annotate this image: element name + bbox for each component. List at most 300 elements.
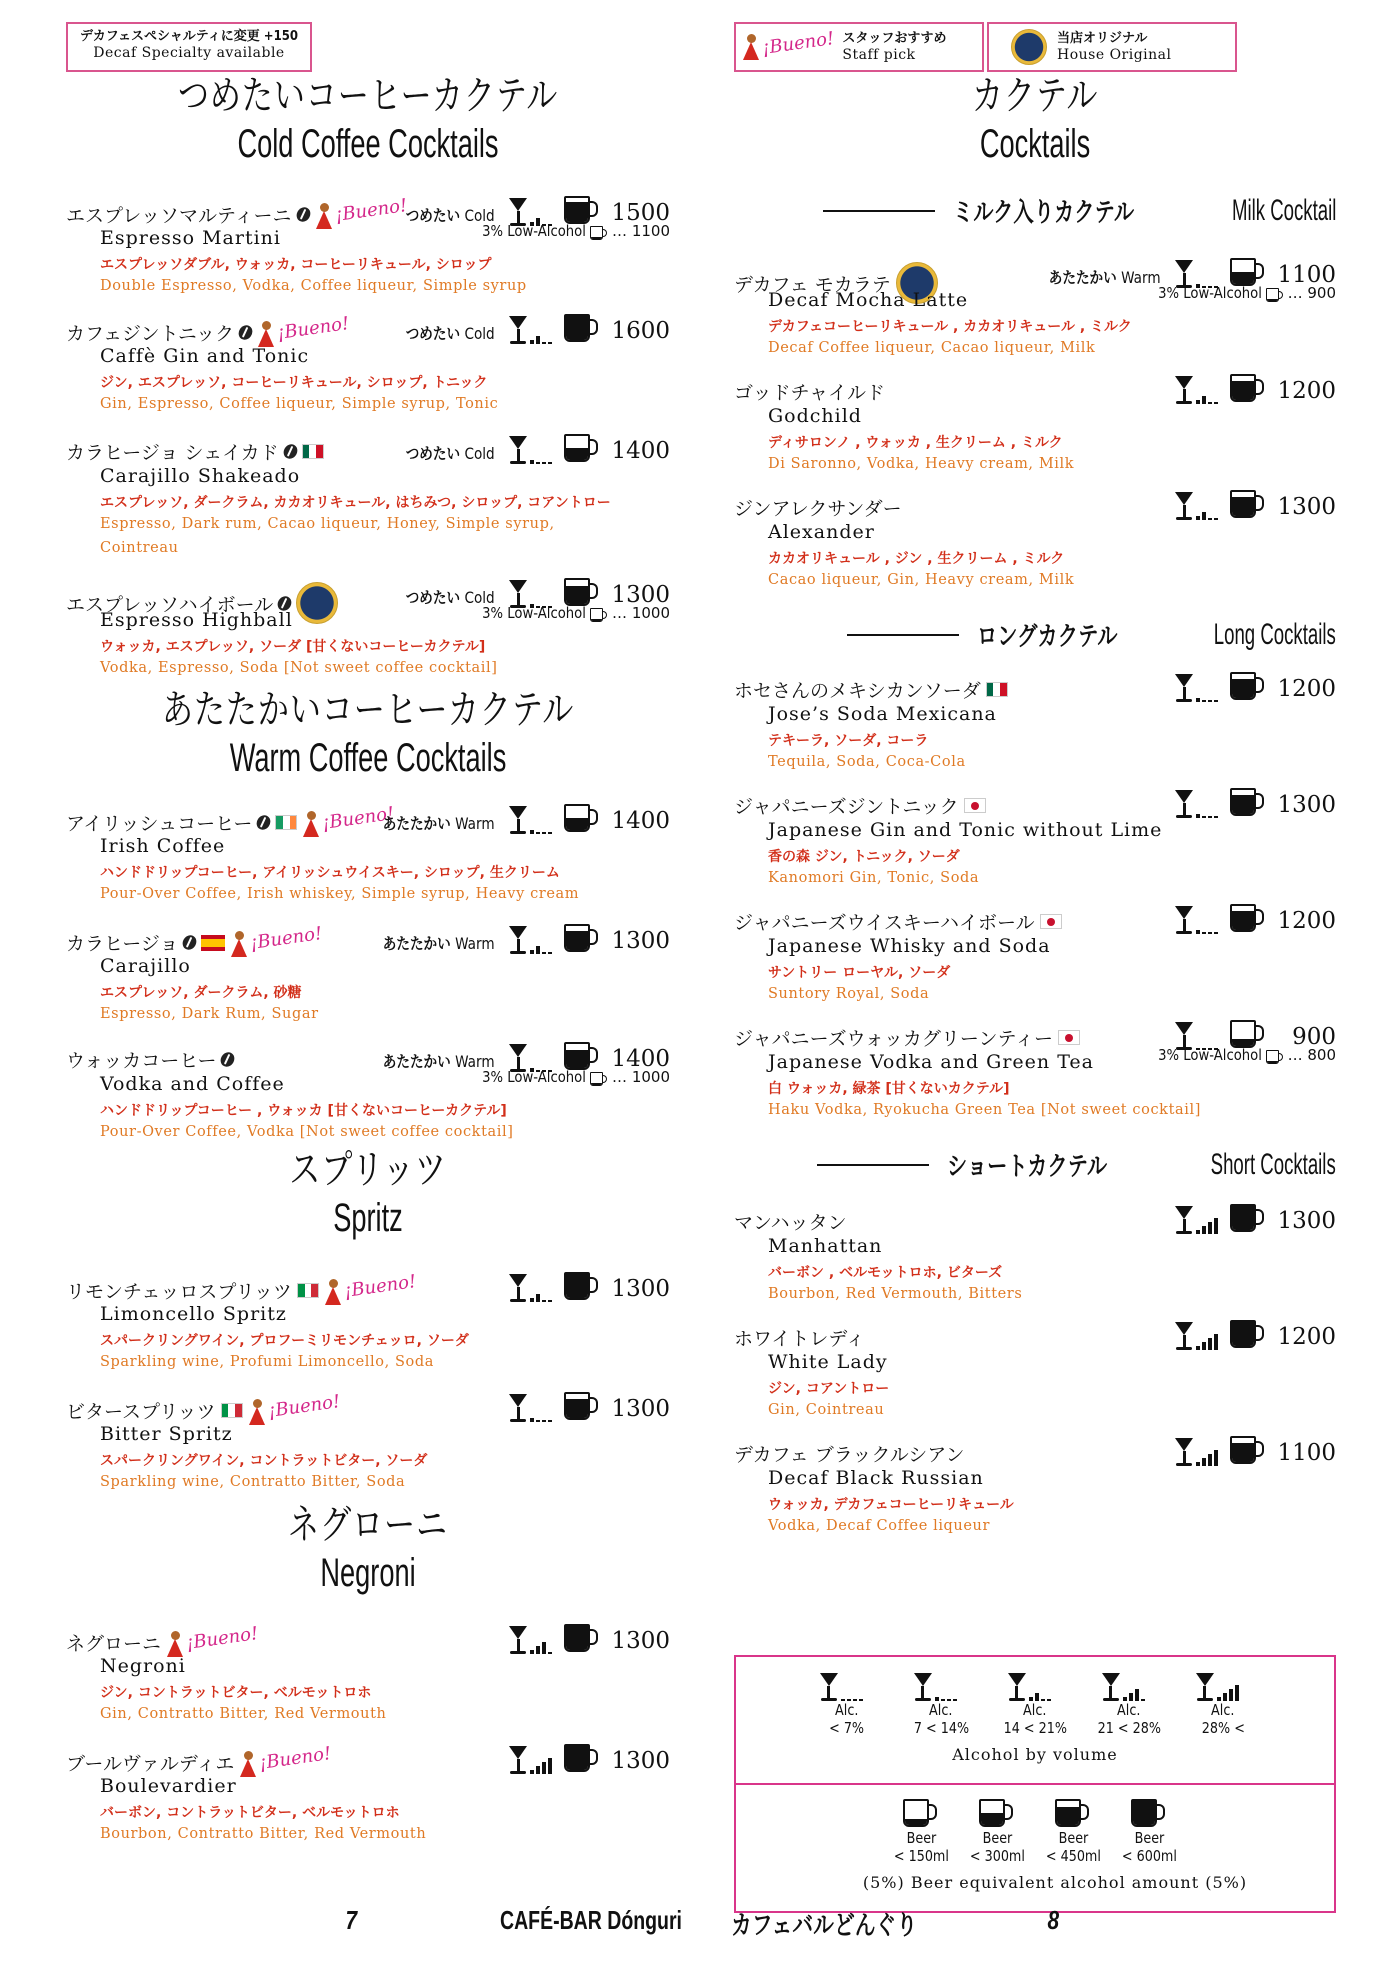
low-alcohol-option [468, 1068, 670, 1086]
abv-bar-empty [542, 1300, 546, 1302]
item-price: 1200 [1277, 908, 1336, 934]
abv-bar [1208, 1338, 1212, 1350]
divider [823, 210, 935, 212]
low-alcohol-price: … 1100 [612, 222, 670, 240]
ingredients-en: Sparkling wine, Profumi Limoncello, Soda [100, 1354, 434, 1370]
section-title [66, 1505, 670, 1593]
item-price: 1300 [1277, 792, 1336, 818]
abv-bar-empty [542, 342, 546, 344]
page-number-right: 8 [1047, 1905, 1060, 1935]
dancer-icon [302, 811, 320, 837]
item-name-en: Caffè Gin and Tonic [100, 345, 310, 367]
item-name-jp: ジャパニーズジントニック [734, 796, 959, 818]
bueno-icon [248, 1391, 342, 1425]
cocktail-glass-icon [1175, 374, 1218, 404]
beer-mug-icon [564, 1392, 600, 1422]
item-meta [363, 1036, 670, 1072]
item-name-jp-row [734, 676, 1008, 703]
decaf-note-en: Decaf Specialty available [93, 45, 285, 61]
beer-mug-icon [564, 1272, 600, 1302]
abv-bar-empty [548, 1652, 552, 1654]
abv-bar [1196, 814, 1200, 818]
dancer-icon [230, 931, 248, 957]
abv-bar [542, 1762, 546, 1774]
house-original-en: House Original [1057, 47, 1172, 63]
item-name-jp-row [734, 908, 1062, 935]
abv-legend-caption: Alcohol by volume [952, 1745, 1118, 1764]
item-name-en: Espresso Highball [100, 609, 293, 631]
item-name-jp: ブールヴァルディエ [66, 1753, 235, 1775]
temperature-jp: あたたかい [383, 1052, 452, 1071]
staff-pick-en: Staff pick [842, 47, 916, 63]
item-price: 1300 [611, 928, 670, 954]
divider [817, 1164, 929, 1166]
item-name-jp-row [66, 438, 324, 465]
item-name-jp: ジャパニーズウイスキーハイボール [734, 912, 1035, 934]
section-title-jp: つめたいコーヒーカクテル [177, 74, 559, 118]
abv-bar [548, 1758, 552, 1774]
item-name-jp-row [66, 1046, 234, 1073]
item-name-jp-row [734, 792, 986, 819]
beer-mug-icon [1266, 288, 1284, 303]
abv-bar-empty [1208, 402, 1212, 404]
abv-bar-empty [548, 952, 552, 954]
abv-bar-empty [548, 1300, 552, 1302]
abv-bar [536, 336, 540, 344]
temperature-en: Cold [464, 588, 495, 607]
japan-flag-icon [1040, 914, 1062, 929]
beer-mug-icon [1230, 1320, 1266, 1350]
ingredients-jp: ジン, コントラットビター, ベルモットロホ [100, 1685, 372, 1701]
section-title-en: Cocktails [979, 122, 1091, 166]
section-title-cocktails [734, 76, 1336, 164]
page-number-left: 7 [345, 1905, 358, 1935]
item-name-en: Decaf Mocha Latte [768, 289, 969, 311]
beer-mug-icon [590, 608, 608, 623]
beer-legend-range: < 300ml [969, 1847, 1025, 1865]
abv-bar-empty [548, 1420, 552, 1422]
ingredients-jp: カカオリキュール , ジン , 生クリーム , ミルク [768, 551, 1065, 567]
ingredients-jp: 白 ウォッカ, 緑茶 [甘くないカクテル] [768, 1081, 1010, 1097]
bueno-label: ¡Bueno! [760, 28, 836, 59]
ingredients-jp: ハンドドリップコーヒー, アイリッシュウイスキー, シロップ, 生クリーム [100, 865, 560, 881]
abv-bar [1196, 516, 1200, 520]
abv-bar [1035, 1693, 1039, 1701]
dancer-icon [257, 321, 275, 347]
cocktail-glass-icon [1175, 1320, 1218, 1350]
beer-legend-range: < 450ml [1045, 1847, 1101, 1865]
abv-bar-empty [1141, 1699, 1145, 1701]
item-meta [509, 1386, 670, 1422]
ingredients-en: Pour-Over Coffee, Vodka [Not sweet coffee cocktail] [100, 1124, 514, 1140]
ingredients-en: Kanomori Gin, Tonic, Soda [768, 870, 980, 886]
item-name-en: Godchild [768, 405, 862, 427]
brand-footer [500, 1905, 963, 1942]
low-alcohol-label: 3% Low-Alcohol [482, 1068, 587, 1086]
ingredients-jp: スパークリングワイン, コントラットビター, ソーダ [100, 1453, 428, 1469]
dancer-icon [742, 34, 760, 60]
beer-mug-icon [1131, 1799, 1167, 1829]
item-name-jp: ビタースプリッツ [66, 1401, 216, 1423]
section-title-jp: あたたかいコーヒーカクテル [161, 688, 575, 732]
abv-bar [1196, 400, 1200, 404]
ingredients-jp: エスプレッソダブル, ウォッカ, コーヒーリキュール, シロップ [100, 257, 492, 273]
item-meta [363, 918, 670, 954]
cocktail-glass-icon [820, 1671, 863, 1701]
abv-bar-empty [542, 1420, 546, 1422]
beer-mug-icon [1055, 1799, 1091, 1829]
temperature-en: Warm [455, 1052, 495, 1071]
item-name-jp: ジャパニーズウォッカグリーンティー [734, 1028, 1054, 1050]
brand-name-en: CAFÉ-BAR Dónguri [500, 1905, 682, 1935]
bueno-label: ¡Bueno! [342, 1271, 418, 1302]
beer-legend [734, 1783, 1336, 1913]
abv-legend-item [1003, 1671, 1067, 1737]
ingredients-en: Bourbon, Red Vermouth, Bitters [768, 1286, 1023, 1302]
temperature-en: Warm [1121, 268, 1161, 287]
ingredients-en-cont: Cointreau [100, 540, 179, 556]
bueno-label: ¡Bueno! [275, 313, 351, 344]
brand-name-jp: カフェバルどんぐり [730, 1910, 917, 1940]
item-meta [509, 1738, 670, 1774]
abv-legend-range: < 7% [829, 1719, 865, 1737]
bueno-label: ¡Bueno! [184, 1623, 260, 1654]
abv-bar [1214, 1334, 1218, 1350]
item-name-en: Carajillo [100, 955, 191, 977]
ingredients-en: Vodka, Espresso, Soda [Not sweet coffee cocktail] [100, 660, 498, 676]
abv-bar [530, 1650, 534, 1654]
item-name-en: Irish Coffee [100, 835, 226, 857]
abv-bar [530, 460, 534, 464]
ingredients-en: Sparkling wine, Contratto Bitter, Soda [100, 1474, 406, 1490]
item-name-jp-row [66, 1623, 260, 1657]
item-name-jp: カフェジントニック [66, 323, 235, 345]
item-name-jp-row [66, 803, 396, 837]
temperature-jp: あたたかい [1049, 268, 1118, 287]
item-price: 1200 [1277, 378, 1336, 404]
beer-mug-icon [564, 1744, 600, 1774]
coffee-bean-icon [293, 205, 312, 225]
abv-legend-range: 7 < 14% [913, 1719, 969, 1737]
item-name-jp-row [66, 1391, 342, 1425]
bueno-label: ¡Bueno! [266, 1391, 342, 1422]
section-title-jp: スプリッツ [289, 1148, 447, 1192]
bueno-icon [324, 1271, 418, 1305]
ingredients-en: Cacao liqueur, Gin, Heavy cream, Milk [768, 572, 1075, 588]
ingredients-jp: エスプレッソ, ダークラム, 砂糖 [100, 985, 302, 1001]
beer-mug-icon [590, 226, 608, 241]
item-name-jp-row [734, 1024, 1080, 1051]
item-name-en: Boulevardier [100, 1775, 237, 1797]
abv-bar [1196, 698, 1200, 702]
mexico-flag-icon [986, 682, 1008, 697]
house-seal-icon [1011, 29, 1047, 65]
item-meta [1029, 252, 1336, 288]
ingredients-en: Vodka, Decaf Coffee liqueur [768, 1518, 991, 1534]
temperature-en: Warm [455, 934, 495, 953]
beer-legend-row [736, 1799, 1334, 1865]
cocktail-glass-icon [509, 924, 552, 954]
section-title-en: Warm Coffee Cocktails [229, 736, 507, 780]
item-price: 1100 [1277, 262, 1336, 288]
abv-bar [530, 950, 534, 954]
ireland-flag-icon [275, 815, 297, 830]
abv-legend-item [815, 1671, 879, 1737]
house-original-jp: 当店オリジナル [1057, 31, 1148, 46]
ingredients-en: Pour-Over Coffee, Irish whiskey, Simple syrup, Heavy cream [100, 886, 580, 902]
ingredients-jp: バーボン, コントラットビター, ベルモットロホ [100, 1805, 400, 1821]
cocktail-glass-icon [1175, 1204, 1218, 1234]
beer-mug-icon [564, 804, 600, 834]
item-name-jp: マンハッタン [734, 1212, 847, 1234]
abv-bar-empty [859, 1699, 863, 1701]
bueno-icon [239, 1743, 333, 1777]
temperature-label [383, 931, 495, 954]
abv-legend-range: 21 < 28% [1097, 1719, 1161, 1737]
item-name-jp-row [66, 313, 351, 347]
item-name-jp-row [66, 1743, 333, 1777]
group-title-jp: ミルク入りカクテル [953, 197, 1135, 227]
item-meta [509, 1266, 670, 1302]
abv-bar [536, 1766, 540, 1774]
beer-legend-item [965, 1799, 1029, 1865]
temperature-en: Cold [464, 206, 495, 225]
item-name-jp: ホワイトレディ [734, 1328, 865, 1350]
coffee-bean-icon [180, 933, 199, 953]
abv-bar [530, 1770, 534, 1774]
group-title [823, 192, 1336, 229]
section-title-jp: ネグローニ [288, 1503, 448, 1547]
beer-mug-icon [979, 1799, 1015, 1829]
group-title-en: Short Cocktails [1210, 1147, 1336, 1181]
item-name-en: Vodka and Coffee [100, 1073, 285, 1095]
section-title [66, 76, 670, 164]
abv-bar-empty [1208, 816, 1212, 818]
item-meta [390, 190, 670, 226]
item-name-en: Japanese Whisky and Soda [768, 935, 1051, 957]
temperature-label [383, 811, 495, 834]
abv-bar [1135, 1689, 1139, 1701]
low-alcohol-label: 3% Low-Alcohol [1157, 1046, 1262, 1064]
bueno-icon [166, 1623, 260, 1657]
item-price: 1300 [611, 1396, 670, 1422]
item-name-en: Jose’s Soda Mexicana [768, 703, 997, 725]
item-price: 1400 [611, 808, 670, 834]
item-name-jp: リモンチェッロスプリッツ [66, 1281, 292, 1303]
item-name-jp: デカフェ ブラックルシアン [734, 1444, 965, 1466]
ingredients-en: Di Saronno, Vodka, Heavy cream, Milk [768, 456, 1075, 472]
bueno-icon [257, 313, 351, 347]
group-title-jp: ロングカクテル [977, 621, 1118, 651]
beer-mug-icon [1230, 904, 1266, 934]
abv-bar [530, 1418, 534, 1422]
bueno-label: ¡Bueno! [321, 803, 396, 834]
cocktail-glass-icon [1175, 672, 1218, 702]
abv-bar [542, 1642, 546, 1654]
section-title-en: Spritz [333, 1196, 403, 1240]
beer-mug-icon [1230, 1204, 1266, 1234]
item-price: 1600 [611, 318, 670, 344]
item-price: 1300 [611, 1276, 670, 1302]
beer-legend-label: Beer [1134, 1829, 1164, 1847]
beer-legend-item [1041, 1799, 1105, 1865]
item-name-jp-row [734, 378, 885, 405]
abv-bar [536, 1646, 540, 1654]
beer-mug-icon [564, 1624, 600, 1654]
abv-bar [1214, 1450, 1218, 1466]
beer-legend-label: Beer [982, 1829, 1012, 1847]
item-name-jp: ウォッカコーヒー [66, 1050, 217, 1072]
abv-bar [1202, 512, 1206, 520]
abv-bar [1208, 1222, 1212, 1234]
item-name-jp-row [66, 1271, 418, 1305]
abv-legend-label: Alc. [835, 1701, 859, 1719]
section-title-jp: カクテル [971, 74, 1099, 118]
cocktail-glass-icon [509, 1272, 552, 1302]
item-price: 1200 [1277, 1324, 1336, 1350]
temperature-label [406, 441, 495, 464]
temperature-jp: あたたかい [383, 934, 452, 953]
ingredients-en: Espresso, Dark Rum, Sugar [100, 1006, 319, 1022]
abv-legend-range: 28% < [1201, 1719, 1245, 1737]
beer-legend-label: Beer [1058, 1829, 1088, 1847]
abv-bar [1202, 1342, 1206, 1350]
abv-bar [530, 830, 534, 834]
abv-bar [1196, 1462, 1200, 1466]
abv-bar-empty [542, 952, 546, 954]
item-meta [1175, 484, 1336, 520]
beer-mug-icon [564, 434, 600, 464]
spain-flag-icon [201, 935, 225, 951]
item-name-jp: ホセさんのメキシカンソーダ [734, 680, 981, 702]
item-name-jp-row [734, 1324, 865, 1351]
abv-legend-label: Alc. [1023, 1701, 1047, 1719]
dancer-icon [239, 1751, 257, 1777]
temperature-label [406, 321, 495, 344]
item-name-en: Manhattan [768, 1235, 883, 1257]
item-name-jp-row [734, 494, 902, 521]
temperature-jp: つめたい [406, 588, 461, 607]
beer-mug-icon [564, 924, 600, 954]
temperature-en: Cold [464, 444, 495, 463]
low-alcohol-label: 3% Low-Alcohol [482, 604, 587, 622]
item-meta [1175, 898, 1336, 934]
house-original-badge [987, 22, 1237, 72]
abv-bar-empty [1047, 1699, 1051, 1701]
ingredients-en: Double Espresso, Vodka, Coffee liqueur, Simple syrup [100, 278, 527, 294]
abv-bar [1196, 930, 1200, 934]
bueno-label: ¡Bueno! [333, 195, 409, 226]
item-name-jp: エスプレッソマルティーニ [66, 205, 292, 227]
ingredients-jp: ジン, コアントロー [768, 1381, 890, 1397]
item-name-en: Negroni [100, 1655, 186, 1677]
ingredients-en: Gin, Contratto Bitter, Red Vermouth [100, 1706, 387, 1722]
abv-bar-empty [536, 832, 540, 834]
abv-bar-empty [1208, 932, 1212, 934]
abv-legend-label: Alc. [929, 1701, 953, 1719]
item-name-jp-row [66, 923, 324, 957]
abv-bar [1196, 1230, 1200, 1234]
bueno-icon [742, 28, 836, 60]
dancer-icon [324, 1279, 342, 1305]
low-alcohol-price: … 1000 [612, 1068, 670, 1086]
dancer-icon [315, 203, 333, 229]
coffee-bean-icon [218, 1050, 237, 1070]
ingredients-jp: エスプレッソ, ダークラム, カカオリキュール, はちみつ, シロップ, コアントロー [100, 495, 611, 511]
item-price: 1300 [1277, 494, 1336, 520]
ingredients-jp: テキーラ, ソーダ, コーラ [768, 733, 929, 749]
abv-bar [1235, 1685, 1239, 1701]
ingredients-en: Decaf Coffee liqueur, Cacao liqueur, Milk [768, 340, 1096, 356]
beer-mug-icon [1230, 672, 1266, 702]
beer-mug-icon [1230, 1436, 1266, 1466]
cocktail-glass-icon [1175, 788, 1218, 818]
abv-bar [1196, 1346, 1200, 1350]
item-name-en: Japanese Vodka and Green Tea [768, 1051, 1094, 1073]
item-name-jp: デカフェ モカラテ [734, 273, 891, 296]
group-title-en: Long Cocktails [1213, 617, 1336, 651]
bueno-label: ¡Bueno! [258, 1743, 333, 1774]
item-meta [1175, 1314, 1336, 1350]
ingredients-jp: デカフェコーヒーリキュール , カカオリキュール , ミルク [768, 319, 1132, 335]
coffee-bean-icon [254, 813, 273, 833]
decaf-note [66, 22, 312, 72]
abv-legend-item [909, 1671, 973, 1737]
item-price: 900 [1292, 1024, 1336, 1050]
beer-mug-icon [590, 1072, 608, 1087]
ingredients-en: Gin, Espresso, Coffee liqueur, Simple syrup, Tonic [100, 396, 499, 412]
item-name-jp: ジンアレクサンダー [734, 498, 902, 520]
abv-legend-row [736, 1671, 1334, 1737]
abv-bar [1229, 1689, 1233, 1701]
cocktail-glass-icon [509, 1624, 552, 1654]
beer-mug-icon [1230, 788, 1266, 818]
ingredients-jp: ウォッカ, エスプレッソ, ソーダ [甘くないコーヒーカクテル] [100, 639, 486, 655]
abv-bar [1129, 1693, 1133, 1701]
group-title [817, 1146, 1336, 1183]
cocktail-glass-icon [1175, 490, 1218, 520]
ingredients-en: Suntory Royal, Soda [768, 986, 930, 1002]
abv-bar-empty [548, 342, 552, 344]
ingredients-jp: バーボン , ベルモットロホ, ビターズ [768, 1265, 1003, 1281]
item-meta [1175, 666, 1336, 702]
abv-legend-label: Alc. [1211, 1701, 1235, 1719]
item-name-en: Bitter Spritz [100, 1423, 233, 1445]
group-title-jp: ショートカクテル [946, 1151, 1108, 1181]
item-meta [1175, 1430, 1336, 1466]
ingredients-jp: 香の森 ジン, トニック, ソーダ [768, 849, 960, 865]
cocktail-glass-icon [1175, 904, 1218, 934]
beer-mug-icon [1230, 490, 1266, 520]
abv-bar-empty [536, 462, 540, 464]
low-alcohol-price: … 900 [1287, 284, 1336, 302]
ingredients-en: Gin, Cointreau [768, 1402, 885, 1418]
item-name-jp: ネグローニ [66, 1633, 162, 1655]
beer-mug-icon [1230, 374, 1266, 404]
item-name-en: Limoncello Spritz [100, 1303, 287, 1325]
section-title [66, 690, 670, 778]
low-alcohol-label: 3% Low-Alcohol [1157, 284, 1262, 302]
item-name-jp: エスプレッソハイボール [66, 593, 274, 616]
item-meta [1175, 782, 1336, 818]
abv-bar-empty [548, 832, 552, 834]
abv-bar-empty [548, 462, 552, 464]
abv-bar [536, 946, 540, 954]
item-price: 1100 [1277, 1440, 1336, 1466]
ingredients-jp: ウォッカ, デカフェコーヒーリキュール [768, 1497, 1014, 1513]
ingredients-en: Espresso, Dark rum, Cacao liqueur, Honey, Simple syrup, [100, 516, 555, 532]
abv-bar-empty [953, 1699, 957, 1701]
